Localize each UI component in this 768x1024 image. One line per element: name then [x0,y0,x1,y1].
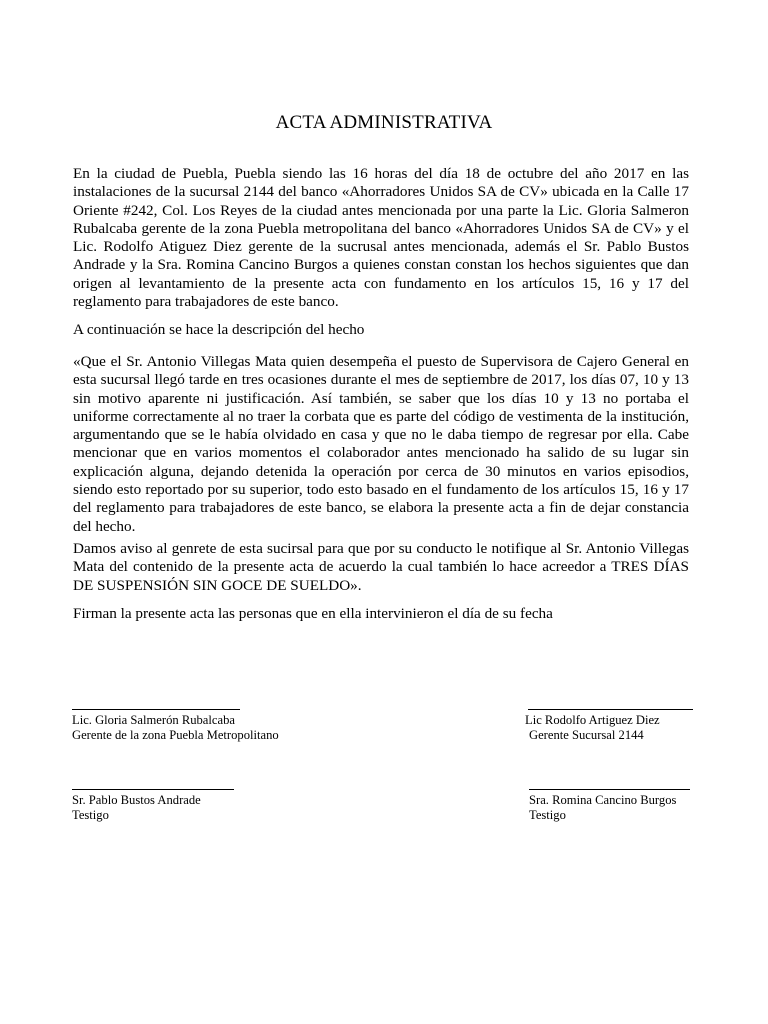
description-heading-paragraph: A continuación se hace la descripción del hecho [73,321,365,338]
closing-paragraph: Firman la presente acta las personas que en ella intervinieron el día de su fecha [73,605,553,622]
signatory-role: Gerente de la zona Puebla Metropolitano [72,728,279,742]
signatory-name: Sra. Romina Cancino Burgos [529,793,677,807]
document-title: ACTA ADMINISTRATIVA [275,112,493,133]
signature-line [72,709,240,710]
signature-block-testigo-2 [529,789,690,823]
notification-paragraph: Damos aviso al genrete de esta sucirsal para que por su conducto le notifique al Sr. Antonio Villegas Mata del contenido de la presente acta de acuerdo la cual también lo hace acreedor a TRES DÍAS DE SUSPENSIÓN SIN GOCE DE SUELDO». [73,540,689,594]
signature-line [528,709,693,710]
intro-paragraph: En la ciudad de Puebla, Puebla siendo las 16 horas del día 18 de octubre del año 2017 en las instalaciones de la sucursal 2144 del banco «Ahorradores Unidos SA de CV» ubicada en la Calle 17 Oriente #242, Col. Los Reyes de la ciudad antes mencionada por una parte la Lic. Gloria Salmeron Rubalcaba gerente de la zona Puebla metropolitana del banco «Ahorradores Unidos SA de CV» y el Lic. Rodolfo Atiguez Diez gerente de la sucrusal antes mencionada, además el Sr. Pablo Bustos Andrade y la Sra. Romina Cancino Burgos a quienes constan constan los hechos siguientes que dan origen al levantamiento de la presente acta con fundamento en los artículos 15, 16 y 17 del reglamento para trabajadores de este banco. [73,165,689,311]
signature-block-gerente-zona [72,709,279,743]
signatory-role: Testigo [72,808,109,822]
signatory-name: Lic. Gloria Salmerón Rubalcaba [72,713,235,727]
signature-line [529,789,690,790]
incident-description-paragraph: «Que el Sr. Antonio Villegas Mata quien desempeña el puesto de Supervisora de Cajero General en esta sucursal llegó tarde en tres ocasiones durante el mes de septiembre de 2017, los días 07, 10 y 13 sin motivo aparente ni justificación. Así también, se saber que los días 10 y 13 no portaba el uniforme correctamente al no traer la corbata que es parte del código de vestimenta de la institución, argumentando que se le había olvidado en casa y que no le daba tiempo de regresar por ella. Cabe mencionar que en varios momentos el colaborador antes mencionado ha salido de su lugar sin explicación alguna, dejando detenida la operación por cerca de 30 minutos en varios episodios, siendo esto reportado por su superior, todo esto basado en el fundamento de los artículos 15, 16 y 17 del reglamento para trabajadores de este banco, se elabora la presente acta a fin de dejar constancia del hecho. [73,353,689,535]
signature-block-gerente-sucursal [525,709,693,743]
signatory-role: Testigo [529,808,566,822]
signatory-name: Lic Rodolfo Artiguez Diez [525,713,660,727]
signatory-name: Sr. Pablo Bustos Andrade [72,793,201,807]
signatory-role: Gerente Sucursal 2144 [529,728,644,742]
signature-line [72,789,234,790]
signature-block-testigo-1 [72,789,234,823]
